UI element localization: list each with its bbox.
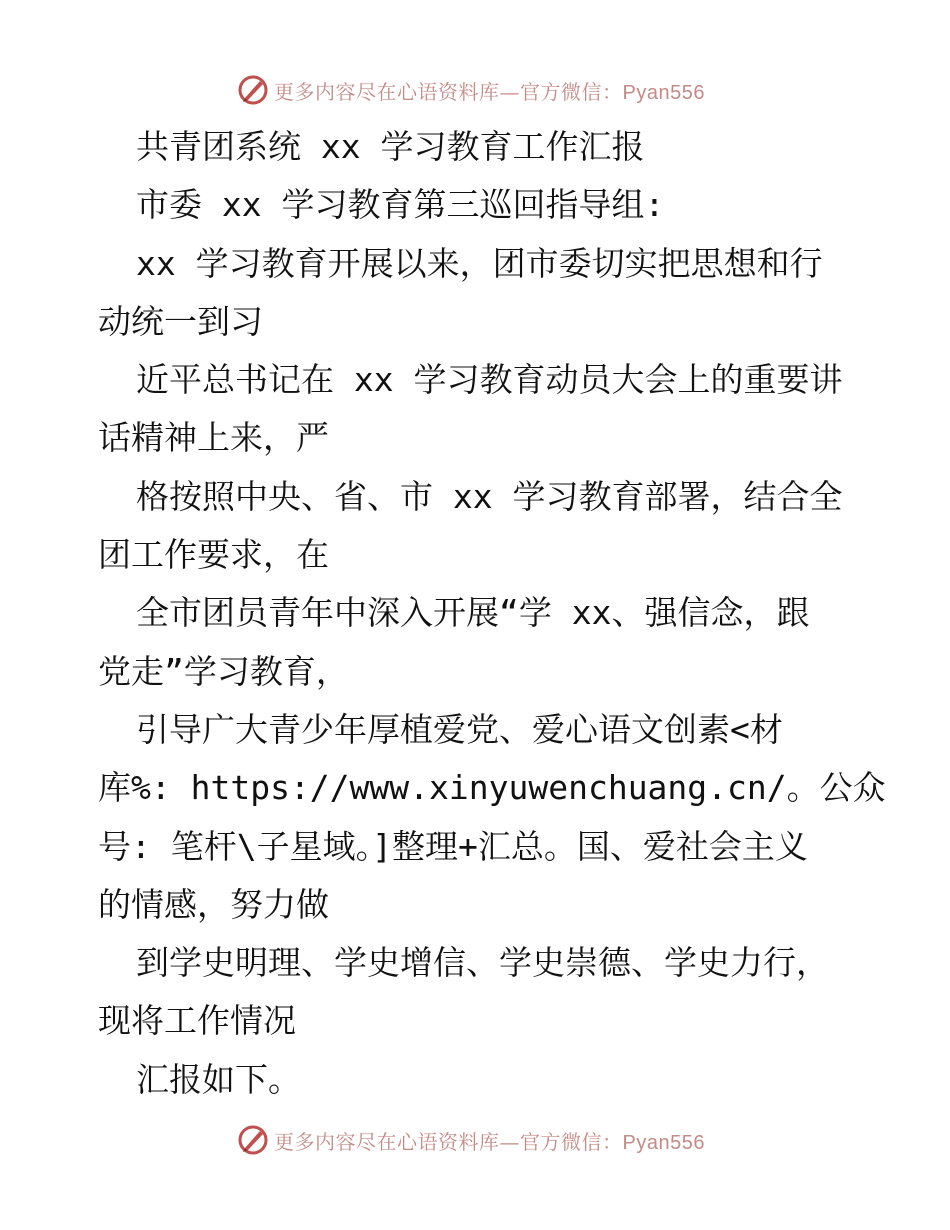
watermark-text: 更多内容尽在心语资料库—官方微信：Pyan556 bbox=[274, 79, 705, 104]
paragraph-line: 号: 笔杆\子星域。]整理+汇总。国、爱社会主义 bbox=[98, 826, 808, 866]
paragraph-line: 的情感，努力做 bbox=[98, 884, 329, 924]
paragraph-line: 到学史明理、学史增信、学史崇德、学史力行， bbox=[136, 943, 829, 983]
paragraph-line: 团工作要求，在 bbox=[98, 535, 329, 575]
header-watermark bbox=[236, 72, 705, 108]
paragraph-line: 动统一到习 bbox=[98, 301, 263, 341]
paragraph-line: xx 学习教育开展以来，团市委切实把思想和行 bbox=[136, 243, 823, 283]
watermark-text: 更多内容尽在心语资料库—官方微信：Pyan556 bbox=[274, 1129, 705, 1154]
paragraph-line: 全市团员青年中深入开展“学 xx、强信念，跟 bbox=[136, 593, 810, 633]
paragraph-line: 格按照中央、省、市 xx 学习教育部署，结合全 bbox=[136, 476, 843, 516]
paragraph-line: 话精神上来，严 bbox=[98, 418, 329, 458]
paragraph-line: 库%: https://www.xinyuwenchuang.cn/。公众 bbox=[98, 768, 886, 808]
paragraph-line: 引导广大青少年厚植爱党、爱心语文创素<材 bbox=[136, 709, 783, 749]
paragraph-line: 现将工作情况 bbox=[98, 1001, 296, 1041]
document-title: 共青团系统 xx 学习教育工作汇报 bbox=[136, 127, 645, 166]
paragraph-line: 近平总书记在 xx 学习教育动员大会上的重要讲 bbox=[136, 360, 843, 400]
paragraph-line: 汇报如下。 bbox=[136, 1059, 301, 1099]
document-body bbox=[98, 118, 886, 1109]
footer-watermark bbox=[236, 1122, 705, 1158]
paragraph-line: 党走”学习教育， bbox=[98, 651, 349, 691]
pen-logo-icon bbox=[236, 73, 270, 107]
pen-logo-icon bbox=[236, 1123, 270, 1157]
salutation: 市委 xx 学习教育第三巡回指导组: bbox=[136, 185, 665, 225]
